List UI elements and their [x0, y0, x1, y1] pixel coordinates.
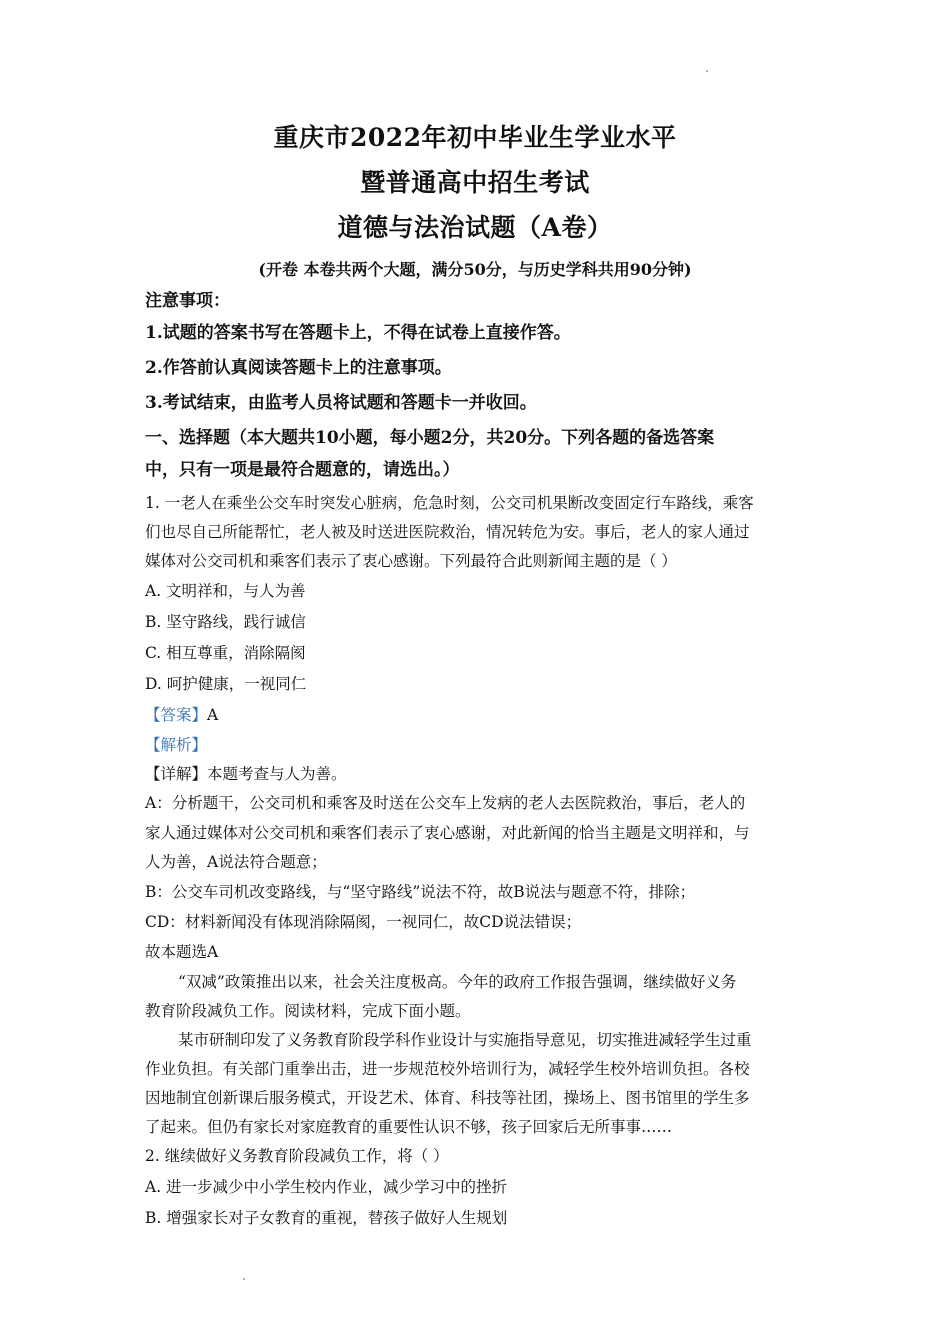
q1-stem: 们也尽自己所能帮忙，老人被及时送进医院救治，情况转危为安。事后，老人的家人通过 — [145, 523, 750, 541]
material-line: 作业负担。有关部门重拳出击，进一步规范校外培训行为，减轻学生校外培训负担。各校 — [145, 1060, 750, 1078]
q1-detail: A：分析题干，公交司机和乘客及时送在公交车上发病的老人去医院救治，事后，老人的 — [145, 794, 746, 812]
exam-subtitle: (开卷 本卷共两个大题，满分50分，与历史学科共用90分钟) — [258, 260, 692, 279]
q1-option-c: C. 相互尊重，消除隔阂 — [145, 644, 306, 662]
scan-speck — [706, 70, 708, 72]
analysis-tag: 【解析】 — [145, 736, 208, 754]
q1-detail: 家人通过媒体对公交司机和乘客们表示了衷心感谢，对此新闻的恰当主题是文明祥和，与 — [145, 824, 750, 842]
scan-speck — [243, 1278, 245, 1280]
exam-title-line2: 暨普通高中招生考试 — [360, 168, 590, 197]
q1-answer — [145, 705, 810, 725]
section-heading: 中，只有一项是最符合题意的，请选出。） — [145, 460, 460, 480]
material-line: 某市研制印发了义务教育阶段学科作业设计与实施指导意见，切实推进减轻学生过重 — [178, 1031, 752, 1049]
exam-title-line1: 重庆市2022年初中毕业生学业水平 — [273, 123, 677, 152]
q1-detail: B：公交车司机改变路线，与“坚守路线”说法不符，故B说法与题意不符，排除； — [145, 883, 696, 901]
q1-detail: 人为善，A说法符合题意； — [145, 853, 327, 871]
q1-stem: 1. 一老人在乘坐公交车时突发心脏病，危急时刻，公交司机果断改变固定行车路线，乘客 — [145, 494, 754, 512]
answer-value: A — [207, 706, 219, 724]
q1-detail: CD：材料新闻没有体现消除隔阂，一视同仁，故CD说法错误； — [145, 913, 582, 931]
q1-option-b: B. 坚守路线，践行诚信 — [145, 613, 306, 631]
q1-option-a: A. 文明祥和，与人为善 — [145, 582, 306, 600]
notice-heading: 注意事项： — [145, 291, 230, 311]
answer-tag: 【答案】 — [145, 706, 208, 724]
q2-option-a: A. 进一步减少中小学生校内作业，减少学习中的挫折 — [145, 1178, 508, 1196]
q1-stem: 媒体对公交司机和乘客们表示了衷心感谢。下列最符合此则新闻主题的是（ ） — [145, 552, 677, 570]
material-line: 教育阶段减负工作。阅读材料，完成下面小题。 — [145, 1002, 471, 1020]
exam-title-line3: 道德与法治试题（A卷） — [337, 213, 613, 242]
notice-item: 3.考试结束，由监考人员将试题和答题卡一并收回。 — [145, 393, 537, 413]
q1-detail: 故本题选A — [145, 943, 219, 961]
q1-option-d: D. 呵护健康，一视同仁 — [145, 675, 307, 693]
material-line: 了起来。但仍有家长对家庭教育的重要性认识不够，孩子回家后无所事事…… — [145, 1118, 673, 1136]
notice-item: 1.试题的答案书写在答题卡上，不得在试卷上直接作答。 — [145, 323, 571, 343]
section-heading: 一、选择题（本大题共10小题，每小题2分，共20分。下列各题的备选答案 — [145, 428, 715, 448]
material-line: 因地制宜创新课后服务模式，开设艺术、体育、科技等社团，操场上、图书馆里的学生多 — [145, 1089, 750, 1107]
q2-option-b: B. 增强家长对子女教育的重视，替孩子做好人生规划 — [145, 1209, 508, 1227]
notice-item: 2.作答前认真阅读答题卡上的注意事项。 — [145, 358, 452, 378]
q1-detail: 【详解】本题考查与人为善。 — [145, 765, 347, 783]
material-line: “双减”政策推出以来，社会关注度极高。今年的政府工作报告强调，继续做好义务 — [178, 973, 737, 991]
q2-stem: 2. 继续做好义务教育阶段减负工作，将（ ） — [145, 1147, 449, 1165]
